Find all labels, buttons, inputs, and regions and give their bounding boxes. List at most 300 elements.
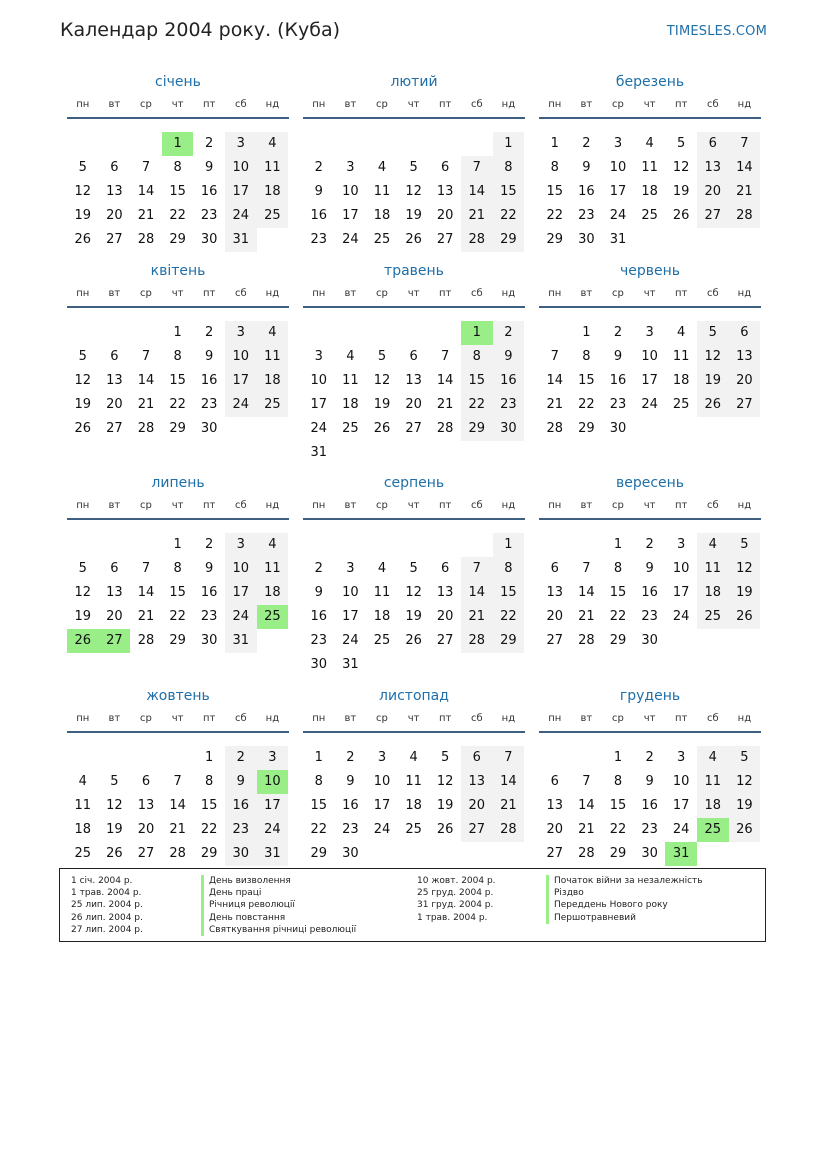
day-cell: 17 (672, 585, 690, 600)
day-cell: 10 (342, 585, 359, 600)
day-cell: 23 (310, 232, 328, 247)
day-cell: 15 (461, 369, 493, 393)
day-cell: 7 (441, 349, 450, 364)
legend-holiday-name: Переддень Нового року (546, 899, 703, 911)
weekday-label: чт (171, 288, 184, 299)
day-cell: 5 (697, 321, 729, 345)
day-cell: 3 (257, 746, 289, 770)
weekday-label: пт (439, 99, 452, 110)
day-cell: 10 (609, 160, 627, 175)
day-cell: 6 (110, 160, 119, 175)
day-cell: 14 (461, 581, 493, 605)
day-cell: 7 (461, 156, 493, 180)
day-cell: 9 (346, 774, 355, 789)
weekday-label: пт (675, 713, 688, 724)
day-cell: 25 (257, 204, 289, 228)
day-cell: 18 (373, 208, 391, 223)
day-cell: 8 (582, 349, 591, 364)
day-cell: 4 (677, 325, 686, 340)
weekday-label: сб (706, 713, 719, 724)
day-cell: 5 (377, 349, 387, 364)
day-cell: 28 (578, 846, 595, 861)
day-cell: 16 (342, 798, 359, 813)
day-cell: 3 (346, 561, 355, 576)
day-cell: 3 (225, 533, 257, 557)
day-cell: 6 (550, 561, 559, 576)
day-cell: 8 (613, 774, 623, 789)
day-cell: 21 (436, 397, 454, 412)
weekday-label: сб (706, 500, 719, 511)
day-cell: 3 (677, 537, 686, 552)
day-cell: 18 (257, 180, 289, 204)
day-cell: 20 (436, 208, 454, 223)
day-cell: 6 (441, 160, 450, 175)
day-cell: 29 (493, 228, 525, 252)
day-cell: 25 (74, 846, 92, 861)
day-cell: 30 (310, 657, 328, 672)
weekday-label: нд (501, 288, 516, 299)
header-divider (303, 117, 525, 119)
weekday-label: ср (376, 500, 388, 511)
weekday-header (67, 713, 289, 727)
day-cell: 31 (257, 842, 289, 866)
weekday-header (303, 500, 525, 514)
legend-right-names (546, 875, 703, 924)
day-cell: 12 (74, 184, 92, 199)
weekday-label: нд (265, 713, 280, 724)
day-cell: 25 (257, 393, 289, 417)
weekday-label: пн (312, 288, 326, 299)
day-cell: 30 (225, 842, 257, 866)
day-cell: 4 (697, 746, 729, 770)
day-cell: 22 (169, 208, 186, 223)
day-cell: 10 (342, 184, 359, 199)
weekday-label: чт (643, 500, 656, 511)
day-cell: 4 (697, 533, 729, 557)
weekday-label: вт (108, 500, 121, 511)
month-name: травень (384, 263, 444, 279)
weekday-label: вт (108, 99, 121, 110)
day-cell: 10 (310, 373, 328, 388)
day-cell: 26 (405, 633, 422, 648)
weekday-label: ср (376, 99, 388, 110)
day-cell: 4 (78, 774, 87, 789)
day-cell: 25 (672, 397, 690, 412)
day-cell: 12 (436, 774, 454, 789)
day-cell: 18 (74, 822, 92, 837)
day-cell: 21 (137, 609, 155, 624)
day-cell: 14 (137, 184, 155, 199)
day-cell: 22 (578, 397, 595, 412)
day-cell: 19 (74, 609, 92, 624)
weekday-label: сб (706, 99, 719, 110)
holiday-day-cell: 1 (461, 321, 493, 345)
day-cell: 15 (169, 373, 186, 388)
weekday-label: вт (108, 288, 121, 299)
month-name: листопад (379, 688, 449, 704)
day-cell: 29 (461, 417, 493, 441)
day-cell: 14 (137, 585, 155, 600)
header-divider (303, 731, 525, 733)
day-cell: 16 (641, 798, 658, 813)
day-cell: 17 (257, 794, 289, 818)
day-cell: 12 (672, 160, 690, 175)
weekday-label: пн (548, 288, 562, 299)
day-cell: 21 (137, 397, 155, 412)
day-cell: 22 (169, 397, 186, 412)
day-cell: 9 (645, 561, 654, 576)
day-cell: 10 (672, 774, 690, 789)
legend-date: 10 жовт. 2004 р. (417, 876, 496, 886)
legend-holiday-name: День повстання (201, 912, 356, 924)
day-cell: 16 (609, 373, 627, 388)
weekday-label: чт (643, 288, 656, 299)
day-cell: 21 (578, 822, 595, 837)
weekday-label: нд (737, 713, 752, 724)
day-cell: 17 (373, 798, 391, 813)
day-cell: 19 (74, 208, 92, 223)
weekday-label: сб (234, 99, 247, 110)
day-cell: 1 (205, 750, 214, 765)
day-cell: 12 (74, 373, 92, 388)
day-cell: 11 (697, 557, 729, 581)
weekday-label: пн (76, 500, 90, 511)
day-cell: 5 (441, 750, 450, 765)
day-cell: 13 (729, 345, 761, 369)
legend-holiday-name: День визволення (201, 875, 356, 887)
weekday-label: чт (643, 713, 656, 724)
day-cell: 3 (377, 750, 387, 765)
day-cell: 14 (578, 798, 595, 813)
day-cell: 29 (169, 421, 186, 436)
day-cell: 21 (461, 605, 493, 629)
day-cell: 7 (461, 557, 493, 581)
day-cell: 27 (436, 232, 454, 247)
day-cell: 22 (169, 609, 186, 624)
weekday-label: ср (140, 500, 152, 511)
weekday-label: вт (344, 713, 357, 724)
day-cell: 23 (493, 393, 525, 417)
day-cell: 20 (697, 180, 729, 204)
weekday-label: чт (171, 713, 184, 724)
day-cell: 29 (169, 232, 186, 247)
day-cell: 8 (613, 561, 623, 576)
day-cell: 31 (609, 232, 627, 247)
weekday-label: вт (344, 288, 357, 299)
day-cell: 13 (461, 770, 493, 794)
day-cell: 20 (405, 397, 422, 412)
day-cell: 29 (493, 629, 525, 653)
day-cell: 24 (672, 609, 690, 624)
day-cell: 24 (672, 822, 690, 837)
day-cell: 6 (110, 349, 119, 364)
day-cell: 16 (200, 585, 218, 600)
weekday-label: пт (439, 713, 452, 724)
day-cell: 20 (546, 822, 564, 837)
day-cell: 18 (641, 184, 658, 199)
day-cell: 13 (137, 798, 155, 813)
day-cell: 1 (550, 136, 559, 151)
holiday-day-cell: 1 (162, 132, 194, 156)
header-divider (67, 731, 289, 733)
day-cell: 4 (377, 160, 387, 175)
weekday-label: вт (580, 500, 593, 511)
weekday-label: вт (580, 99, 593, 110)
day-cell: 5 (78, 561, 87, 576)
day-cell: 20 (436, 609, 454, 624)
legend-holiday-name: Першотравневий (546, 912, 703, 924)
day-cell: 16 (200, 184, 218, 199)
day-cell: 20 (106, 208, 123, 223)
day-cell: 18 (672, 373, 690, 388)
weekday-label: пт (675, 99, 688, 110)
day-cell: 12 (106, 798, 123, 813)
day-cell: 13 (436, 184, 454, 199)
day-cell: 10 (641, 349, 658, 364)
day-cell: 7 (582, 774, 591, 789)
legend-left-dates (71, 875, 143, 936)
day-cell: 1 (493, 132, 525, 156)
day-cell: 25 (641, 208, 658, 223)
day-cell: 13 (106, 373, 123, 388)
day-cell: 25 (342, 421, 359, 436)
day-cell: 7 (173, 774, 182, 789)
legend-left-names (201, 875, 356, 936)
legend-date: 26 лип. 2004 р. (71, 912, 143, 923)
day-cell: 2 (582, 136, 591, 151)
month-name: червень (619, 263, 681, 279)
day-cell: 17 (225, 581, 257, 605)
day-cell: 25 (697, 605, 729, 629)
day-cell: 30 (641, 633, 658, 648)
legend-date: 25 лип. 2004 р. (71, 900, 143, 911)
day-cell: 1 (314, 750, 323, 765)
weekday-label: ср (140, 99, 152, 110)
day-cell: 13 (106, 585, 123, 600)
day-cell: 15 (493, 180, 525, 204)
weekday-label: пт (439, 500, 452, 511)
day-cell: 2 (613, 325, 623, 340)
header-divider (539, 731, 761, 733)
weekday-label: нд (737, 500, 752, 511)
day-cell: 2 (314, 561, 323, 576)
day-cell: 21 (169, 822, 186, 837)
holiday-day-cell: 27 (99, 629, 131, 653)
day-cell: 19 (436, 798, 454, 813)
day-cell: 3 (677, 750, 686, 765)
weekday-label: пн (548, 713, 562, 724)
day-cell: 10 (225, 557, 257, 581)
day-cell: 13 (546, 798, 564, 813)
day-cell: 1 (173, 325, 182, 340)
day-cell: 28 (436, 421, 454, 436)
day-cell: 7 (141, 561, 151, 576)
day-cell: 16 (200, 373, 218, 388)
day-cell: 23 (200, 397, 218, 412)
day-cell: 11 (405, 774, 422, 789)
day-cell: 27 (405, 421, 422, 436)
day-cell: 2 (205, 136, 214, 151)
day-cell: 8 (173, 160, 182, 175)
weekday-label: пт (203, 99, 216, 110)
day-cell: 28 (137, 633, 155, 648)
day-cell: 7 (493, 746, 525, 770)
day-cell: 13 (697, 156, 729, 180)
day-cell: 26 (436, 822, 454, 837)
day-cell: 23 (641, 822, 658, 837)
weekday-label: пн (548, 500, 562, 511)
holiday-day-cell: 25 (257, 605, 289, 629)
day-cell: 19 (106, 822, 123, 837)
weekday-label: сб (470, 500, 483, 511)
holiday-legend (59, 868, 766, 942)
day-cell: 30 (641, 846, 658, 861)
day-cell: 14 (578, 585, 595, 600)
day-cell: 2 (493, 321, 525, 345)
day-cell: 22 (461, 393, 493, 417)
day-cell: 12 (405, 184, 422, 199)
day-cell: 14 (436, 373, 454, 388)
day-cell: 27 (729, 393, 761, 417)
day-cell: 27 (546, 633, 564, 648)
weekday-label: нд (265, 288, 280, 299)
day-cell: 5 (677, 136, 686, 151)
weekday-label: ср (376, 288, 388, 299)
day-cell: 31 (225, 228, 257, 252)
weekday-header (539, 713, 761, 727)
day-cell: 26 (405, 232, 422, 247)
day-cell: 26 (697, 393, 729, 417)
day-cell: 29 (546, 232, 564, 247)
page-title: Календар 2004 року. (Куба) (60, 19, 341, 41)
day-cell: 10 (225, 345, 257, 369)
day-cell: 28 (169, 846, 186, 861)
weekday-label: ср (612, 288, 624, 299)
day-cell: 22 (609, 822, 627, 837)
day-cell: 19 (729, 794, 761, 818)
weekday-label: ср (612, 500, 624, 511)
day-cell: 17 (310, 397, 328, 412)
weekday-label: ср (612, 713, 624, 724)
day-cell: 24 (257, 818, 289, 842)
weekday-header (539, 99, 761, 113)
day-cell: 23 (342, 822, 359, 837)
day-cell: 5 (409, 561, 418, 576)
holiday-day-cell: 26 (67, 629, 99, 653)
day-cell: 3 (645, 325, 654, 340)
day-cell: 22 (546, 208, 564, 223)
day-cell: 17 (342, 208, 359, 223)
weekday-label: нд (501, 99, 516, 110)
day-cell: 29 (200, 846, 218, 861)
legend-holiday-name: Різдво (546, 887, 703, 899)
day-cell: 1 (173, 537, 182, 552)
day-cell: 22 (310, 822, 328, 837)
day-cell: 24 (641, 397, 658, 412)
day-cell: 23 (200, 609, 218, 624)
weekday-label: нд (501, 500, 516, 511)
day-cell: 19 (74, 397, 92, 412)
day-cell: 21 (461, 204, 493, 228)
month-name: лютий (390, 74, 438, 90)
legend-date: 1 січ. 2004 р. (71, 876, 133, 886)
day-cell: 24 (225, 605, 257, 629)
weekday-label: нд (737, 99, 752, 110)
day-cell: 4 (257, 533, 289, 557)
day-cell: 30 (493, 417, 525, 441)
header-divider (303, 306, 525, 308)
weekday-label: нд (265, 500, 280, 511)
day-cell: 29 (169, 633, 186, 648)
day-cell: 18 (373, 609, 391, 624)
day-cell: 28 (461, 228, 493, 252)
day-cell: 15 (169, 184, 186, 199)
day-cell: 27 (697, 204, 729, 228)
day-cell: 11 (342, 373, 359, 388)
day-cell: 8 (461, 345, 493, 369)
day-cell: 23 (578, 208, 595, 223)
day-cell: 9 (205, 160, 214, 175)
weekday-label: сб (234, 500, 247, 511)
day-cell: 15 (493, 581, 525, 605)
day-cell: 31 (342, 657, 359, 672)
day-cell: 28 (137, 232, 155, 247)
day-cell: 2 (645, 750, 654, 765)
weekday-label: пт (439, 288, 452, 299)
day-cell: 9 (645, 774, 654, 789)
day-cell: 17 (641, 373, 658, 388)
day-cell: 16 (493, 369, 525, 393)
day-cell: 15 (169, 585, 186, 600)
weekday-label: пн (312, 99, 326, 110)
day-cell: 20 (106, 397, 123, 412)
weekday-header (303, 713, 525, 727)
site-brand-link[interactable]: TIMESLES.COM (666, 24, 767, 39)
day-cell: 24 (609, 208, 627, 223)
weekday-label: сб (706, 288, 719, 299)
month-name: березень (615, 74, 685, 90)
day-cell: 28 (546, 421, 564, 436)
day-cell: 28 (578, 633, 595, 648)
day-cell: 27 (546, 846, 564, 861)
day-cell: 23 (200, 208, 218, 223)
day-cell: 5 (409, 160, 418, 175)
day-cell: 21 (729, 180, 761, 204)
day-cell: 15 (578, 373, 595, 388)
weekday-header (539, 500, 761, 514)
weekday-label: нд (265, 99, 280, 110)
weekday-header (303, 288, 525, 302)
legend-holiday-name: Річниця революції (201, 899, 356, 911)
legend-date: 31 груд. 2004 р. (417, 900, 494, 911)
weekday-label: чт (407, 500, 420, 511)
day-cell: 3 (225, 132, 257, 156)
day-cell: 4 (409, 750, 418, 765)
day-cell: 5 (78, 160, 87, 175)
day-cell: 1 (613, 537, 623, 552)
day-cell: 10 (672, 561, 690, 576)
weekday-label: ср (140, 713, 152, 724)
weekday-label: пт (203, 288, 216, 299)
day-cell: 17 (672, 798, 690, 813)
day-cell: 21 (137, 208, 155, 223)
day-cell: 29 (609, 846, 627, 861)
day-cell: 30 (200, 421, 218, 436)
day-cell: 6 (461, 746, 493, 770)
day-cell: 2 (225, 746, 257, 770)
day-cell: 9 (613, 349, 623, 364)
day-cell: 26 (74, 421, 92, 436)
